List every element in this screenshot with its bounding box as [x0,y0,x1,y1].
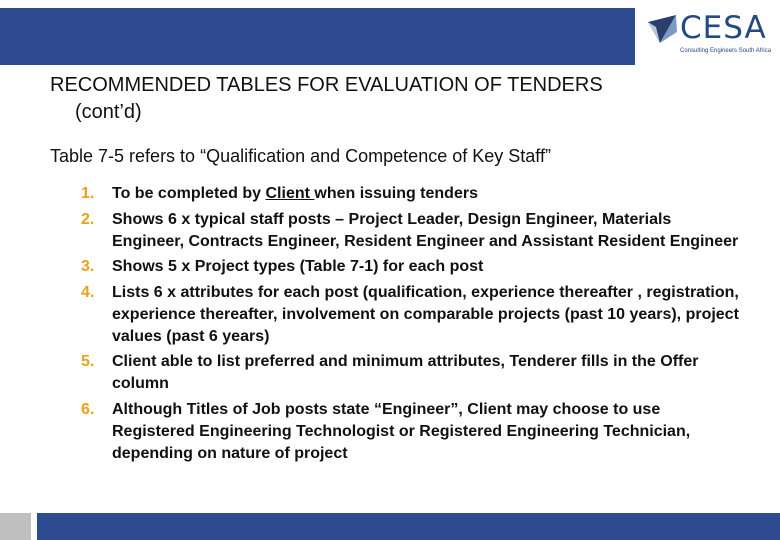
list-item-number: 6. [81,400,95,418]
list-item [81,209,741,253]
list-item-text: Shows 6 x typical staff posts – Project Leader, Design Engineer, Materials Engineer, Contracts Engineer, Resident Engineer and Assistant Resident Engineer [112,210,739,250]
logo-wordmark: CESA [680,10,767,46]
slide-intro: Table 7-5 refers to “Qualification and Competence of Key Staff” [50,146,551,166]
list-item-number: 3. [81,258,95,275]
logo-tagline: Consulting Engineers South Africa [680,48,772,54]
list-item-text-start: To be completed by [112,185,266,202]
list-item-number: 2. [81,210,95,228]
slide-title-line-1: RECOMMENDED TABLES FOR EVALUATION OF TENDERS [50,74,603,96]
list-item-number: 4. [81,283,95,301]
list-item [81,351,741,395]
list-item-text: Although Titles of Job posts state “Engineer”, Client may choose to use Registered Engineering Technologist or Registered Engineering Technician, depending on nature of project [112,400,691,462]
list-item-number: 5. [81,353,95,370]
list-item-text [112,185,478,202]
list-item-text: Shows 5 x Project types (Table 7-1) for each post [112,258,484,275]
list-item-text: Client able to list preferred and minimum attributes, Tenderer fills in the Offer column [112,353,699,392]
list-item-underlined-text: Client [265,185,315,202]
list-item [81,183,741,205]
header-bar [0,8,635,65]
footer-bar [37,513,780,540]
slide-title-line-2: (cont’d) [75,101,142,123]
list-item [81,256,741,278]
list-item-text-end: when issuing tenders [314,185,478,202]
numbered-list [81,183,741,468]
cesa-triangle-logo-icon [646,12,680,46]
slide-title [50,72,750,126]
list-item [81,399,741,465]
list-item [81,282,741,348]
cesa-logo [642,6,776,58]
footer-grey-block [0,513,31,540]
list-item-text: Lists 6 x attributes for each post (qualification, experience thereafter , registration, experience thereafter, involvement on comparable projects (past 10 years), project values (past 6 years) [112,283,739,345]
list-item-number: 1. [81,185,95,202]
